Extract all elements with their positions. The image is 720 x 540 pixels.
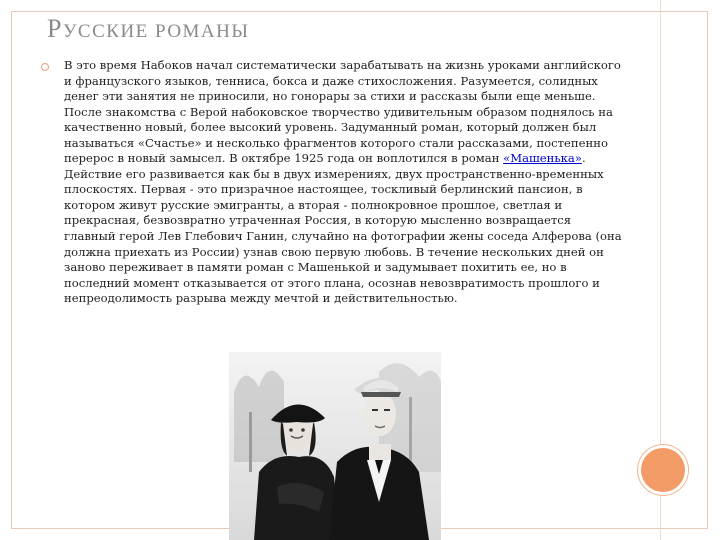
- slide-title-initial: Р: [47, 14, 63, 43]
- decorative-orange-circle: [641, 448, 685, 492]
- body-text-part-1: В это время Набоков начал систематически зарабатывать на жизнь уроками английского и французского языков, тенниса, бокса и даже стихосложения. Разумеется, солидных денег эти занятия не приносили, но гонорары за стихи и рассказы были еще меньше. После знакомства с Верой набоковское творчество удивительным образом поднялось на качественно новый, более высокий уровень. Задуманный роман, который должен был называться «Счастье» и несколько фрагментов которого стали рассказами, постепенно перерос в новый замысел. В октябре 1925 года он воплотился в роман: [64, 58, 621, 166]
- couple-photo: [229, 352, 441, 540]
- body-paragraph: [64, 58, 624, 307]
- mashenka-link[interactable]: «Машенька»: [503, 151, 582, 166]
- slide-title: [47, 14, 249, 44]
- slide-title-rest: УССКИЕ РОМАНЫ: [62, 21, 250, 42]
- bullet-icon: [41, 63, 49, 71]
- body-text-part-2: . Действие его развивается как бы в двух измерениях, двух пространственно-временных плоскостях. Первая - это призрачное настоящее, тоскливый берлинский пансион, в котором живут русские эмигранты, а вторая - полнокровное прошлое, светлая и прекрасная, безвозвратно утраченная Россия, в которую мысленно возвращается главный герой Лев Глебович Ганин, случайно на фотографии жены соседа Алферова (она должна приехать из России) узнав свою первую любовь. В течение нескольких дней он заново переживает в памяти роман с Машенькой и задумывает похитить ее, но в последний момент отказывается от этого плана, осознав невозвратимость прошлого и непреодолимость разрыва между мечтой и действительностью.: [64, 151, 622, 306]
